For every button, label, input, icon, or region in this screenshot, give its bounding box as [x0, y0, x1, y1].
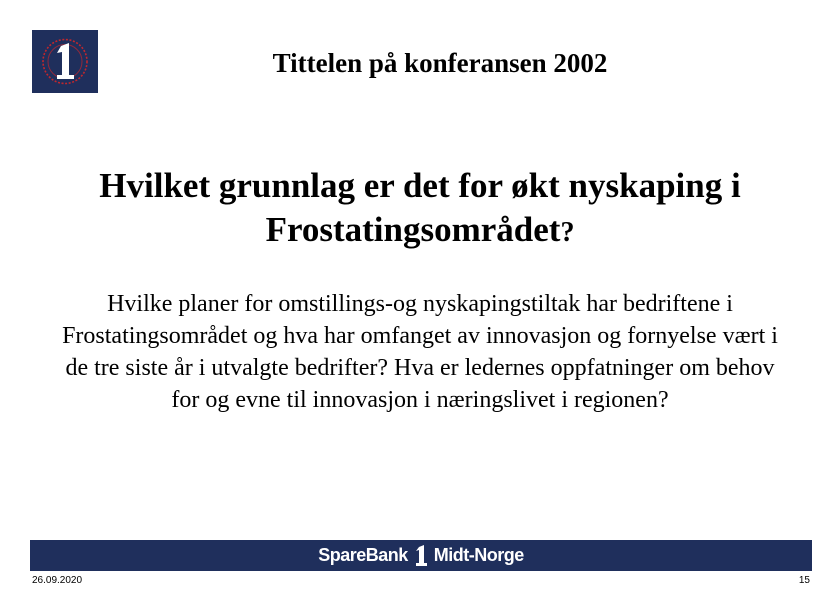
sparebank1-logo-icon — [32, 30, 98, 93]
footer-bar — [30, 540, 812, 571]
brand-name-right: Midt-Norge — [433, 545, 524, 565]
conference-title: Tittelen på konferansen 2002 — [272, 48, 608, 78]
slide-heading-question-mark: ? — [560, 217, 575, 248]
body-text-line: Frostatingsområdet og hva har omfanget av innovasjon og fornyelse vært i — [62, 323, 778, 349]
slide-heading-line-1: Hvilket grunnlag er det for økt nyskaping i — [99, 166, 741, 205]
sparebank1-mark-icon — [412, 545, 430, 567]
slide-heading-text: Frostatingsområdet — [265, 210, 561, 249]
brand-name-left: SpareBank — [318, 545, 408, 565]
footer-brand — [30, 540, 812, 571]
body-text-line: for og evne til innovasjon i næringslivet i regionen? — [171, 387, 669, 413]
slide-heading-line-2 — [20, 208, 820, 255]
body-text-line: Hvilke planer for omstillings-og nyskapingstiltak har bedriftene i — [107, 291, 733, 317]
page-number: 15 — [798, 575, 810, 586]
footer-date: 26.09.2020 — [32, 575, 83, 586]
body-text-line: de tre siste år i utvalgte bedrifter? Hva er ledernes oppfatninger om behov — [65, 355, 775, 381]
